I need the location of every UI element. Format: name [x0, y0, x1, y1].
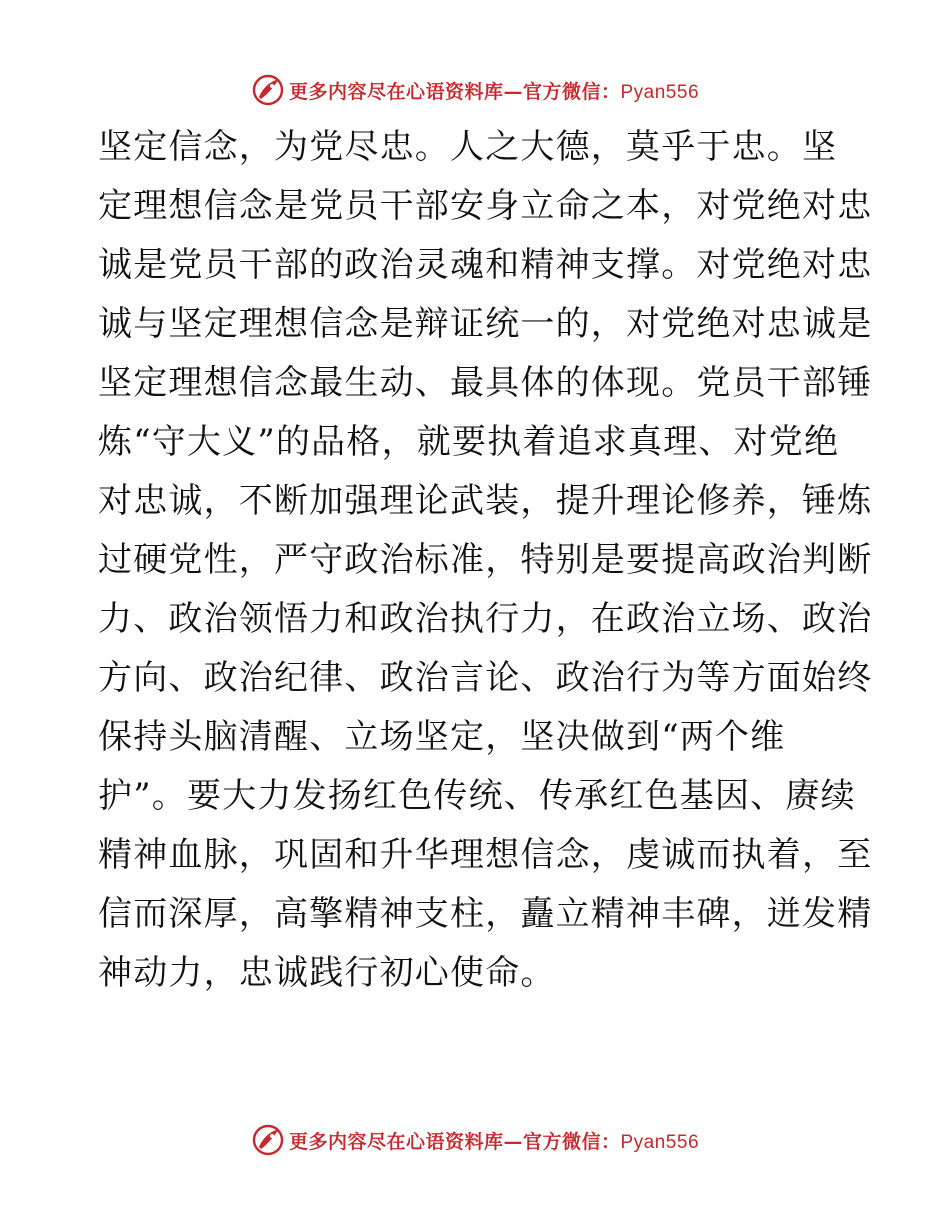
article-line: 对忠诚，不断加强理论武装，提升理论修养，锤炼 — [98, 481, 873, 521]
footer-main-text: 更多内容尽在心语资料库 — [288, 1130, 504, 1153]
article-line: 力、政治领悟力和政治执行力，在政治立场、政治 — [98, 599, 873, 639]
footer-separator: — — [503, 1130, 523, 1153]
footer-sub-text: 官方微信： — [522, 1130, 621, 1153]
article-line: 信而深厚，高擎精神支柱，矗立精神丰碑，迸发精 — [98, 894, 873, 934]
header-watermark — [0, 70, 950, 110]
header-wechat-id: Pyan556 — [620, 81, 700, 103]
article-line: 神动力，忠诚践行初心使命。 — [98, 953, 556, 993]
article-body — [98, 118, 873, 1003]
article-line: 坚定理想信念最生动、最具体的体现。党员干部锤 — [98, 363, 873, 403]
article-line: 诚与坚定理想信念是辩证统一的，对党绝对忠诚是 — [98, 304, 873, 344]
article-line: 定理想信念是党员干部安身立命之本，对党绝对忠 — [98, 186, 873, 226]
footer-watermark-text — [289, 1127, 699, 1154]
header-separator: — — [503, 80, 523, 103]
article-line: 护”。要大力发扬红色传统、传承红色基因、赓续 — [98, 776, 856, 816]
article-line: 坚定信念，为党尽忠。人之大德，莫乎于忠。坚 — [98, 127, 838, 167]
header-main-text: 更多内容尽在心语资料库 — [288, 80, 504, 103]
article-line: 诚是党员干部的政治灵魂和精神支撑。对党绝对忠 — [98, 245, 873, 285]
header-sub-text: 官方微信： — [522, 80, 621, 103]
article-line: 过硬党性，严守政治标准，特别是要提高政治判断 — [98, 540, 873, 580]
footer-wechat-id: Pyan556 — [620, 1131, 700, 1153]
pen-nib-logo-icon — [251, 73, 285, 107]
article-line: 精神血脉，巩固和升华理想信念，虔诚而执着，至 — [98, 835, 873, 875]
article-line: 炼“守大义”的品格，就要执着追求真理、对党绝 — [98, 422, 840, 462]
header-watermark-text — [289, 77, 699, 104]
article-line: 保持头脑清醒、立场坚定，坚决做到“两个维 — [98, 717, 786, 757]
pen-nib-logo-icon — [251, 1123, 285, 1157]
footer-watermark — [0, 1120, 950, 1160]
article-line: 方向、政治纪律、政治言论、政治行为等方面始终 — [98, 658, 873, 698]
